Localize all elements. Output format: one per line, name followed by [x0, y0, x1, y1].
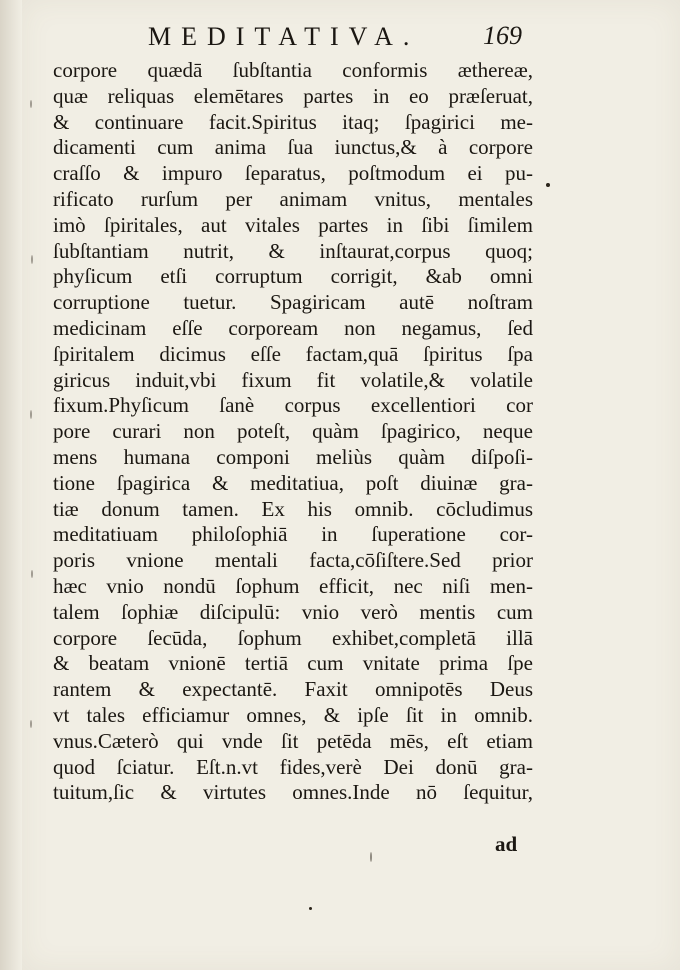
text-line: corpore quædā ſubſtantia conformis æthereæ, — [53, 58, 533, 82]
text-line: ſpiritalem dicimus eſſe factam,quā ſpiritus ſpa — [53, 341, 533, 366]
ink-speck — [546, 183, 550, 187]
catchword: ad — [495, 832, 518, 856]
text-line: talem ſophiæ diſcipulū: vnio verò mentis cum — [53, 599, 533, 624]
page-header — [0, 22, 690, 52]
text-line: tione ſpagirica & meditatiua, poſt diuinæ gra- — [53, 470, 533, 495]
text-line: rantem & expectantē. Faxit omnipotēs Deus — [53, 677, 533, 702]
ink-speck — [30, 720, 32, 728]
text-line: craſſo & impuro ſeparatus, poſtmodum ei pu- — [53, 161, 533, 186]
text-line: ſubſtantiam nutrit, & inſtaurat,corpus quoq; — [53, 238, 533, 263]
ink-speck — [31, 570, 33, 578]
ink-speck — [370, 852, 372, 862]
text-line: & beatam vnionē tertiā cum vnitate prima ſpe — [53, 651, 533, 676]
page-gutter-shadow — [0, 0, 22, 976]
text-line: tuitum,ſic & virtutes omnes.Inde nō ſequitur, — [53, 780, 533, 805]
text-line: vnus.Cæterò qui vnde ſit petēda mēs, eſt etiam — [53, 728, 533, 753]
text-line: imò ſpiritales, aut vitales partes in ſibi ſimilem — [53, 212, 533, 237]
body-text — [53, 58, 533, 806]
text-line: vt tales efficiamur omnes, & ipſe ſit in omnib. — [53, 702, 533, 727]
text-line: quod ſciatur. Eſt.n.vt fides,verè Dei donū gra- — [53, 754, 533, 779]
text-line: meditatiuam philoſophiā in ſuperatione cor- — [53, 522, 533, 547]
text-line: corruptione tuetur. Spagiricam autē noſtram — [53, 290, 533, 315]
text-line: & continuare facit.Spiritus itaq; ſpagirici me- — [53, 109, 533, 134]
text-line: medicinam eſſe corpoream non negamus, ſed — [53, 315, 533, 340]
scan-bottom-margin — [0, 970, 690, 976]
text-line: hæc vnio nondū ſophum efficit, nec niſi men- — [53, 573, 533, 598]
ink-speck — [31, 255, 33, 264]
text-line: fixum.Phyſicum ſanè corpus excellentiori cor — [53, 393, 533, 418]
text-line: rificato rurſum per animam vnitus, mentales — [53, 186, 533, 211]
ink-speck — [309, 907, 312, 910]
text-line: mens humana componi meliùs quàm diſpoſi- — [53, 444, 533, 469]
text-line: giricus induit,vbi fixum fit volatile,& volatile — [53, 367, 533, 392]
text-line: quæ reliquas elemētares partes in eo præſeruat, — [53, 83, 533, 108]
text-line: phyſicum etſi corruptum corrigit, &ab omni — [53, 264, 533, 289]
text-line: pore curari non poteſt, quàm ſpagirico, neque — [53, 419, 533, 444]
text-line: poris vnione mentali facta,cōſiſtere.Sed prior — [53, 548, 533, 573]
running-head: MEDITATIVA. — [148, 22, 420, 51]
ink-speck — [30, 410, 32, 419]
text-line: corpore ſecūda, ſophum exhibet,completā illā — [53, 625, 533, 650]
ink-speck — [30, 100, 32, 108]
text-line: tiæ donum tamen. Ex his omnib. cōcludimus — [53, 496, 533, 521]
page-number: 169 — [483, 21, 522, 50]
text-line: dicamenti cum anima ſua iunctus,& à corpore — [53, 135, 533, 160]
